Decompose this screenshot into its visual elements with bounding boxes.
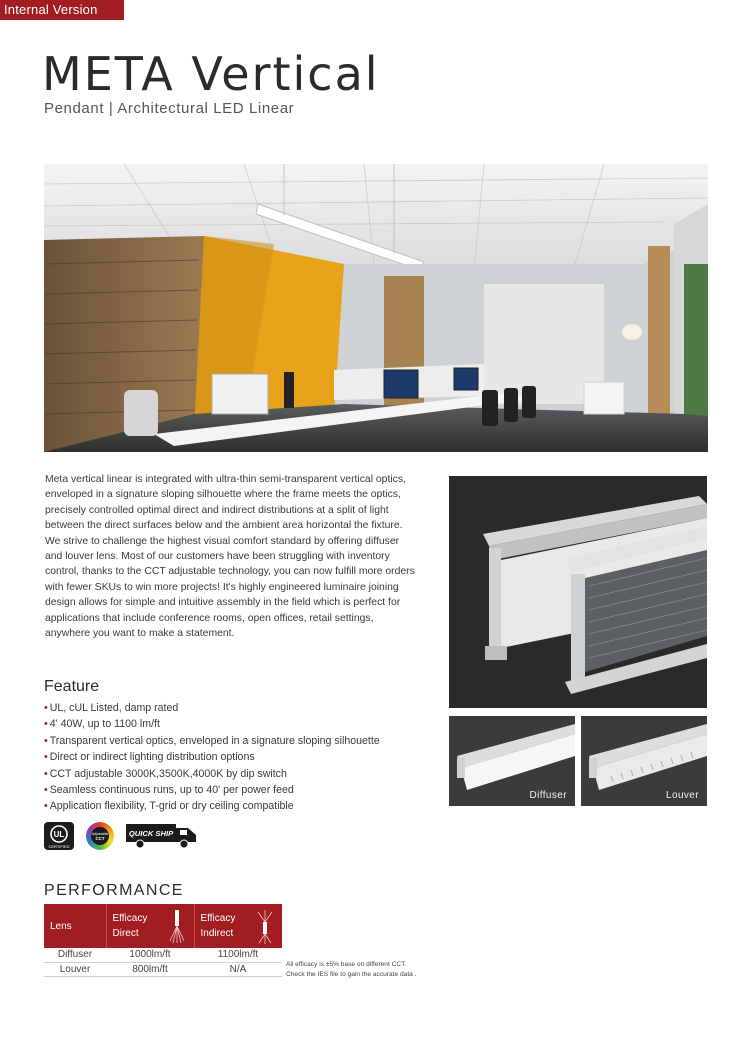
feature-list [44, 700, 380, 815]
efficacy-note-line2: Check the IES file to gain the accurate data . [286, 970, 417, 978]
efficacy-note [286, 960, 417, 979]
performance-heading: PERFORMANCE [44, 882, 184, 899]
adjustable-cct-logo [86, 822, 114, 850]
feature-item: • UL, cUL Listed, damp rated [44, 700, 380, 716]
svg-text:UL: UL [53, 830, 65, 839]
efficacy-direct-header [106, 904, 194, 948]
hero-office-image [44, 164, 708, 452]
indirect-cell: 1100lm/ft [194, 948, 282, 962]
feature-item: • Application flexibility, T-grid or dry ceiling compatible [44, 798, 380, 814]
direct-cell: 1000lm/ft [106, 948, 194, 962]
lens-header-label: Lens [50, 920, 72, 932]
indirect-cell: N/A [194, 962, 282, 976]
indirect-light-icon [256, 910, 274, 944]
diffuser-image [449, 716, 575, 806]
ul-certified-logo [44, 822, 74, 850]
svg-text:Adjustable: Adjustable [91, 832, 109, 836]
svg-text:CERTIFIED: CERTIFIED [48, 844, 70, 849]
table-row [44, 948, 282, 962]
direct-light-icon [168, 910, 186, 944]
product-title: META Vertical [42, 47, 380, 101]
office-scene-illustration [44, 164, 708, 452]
louver-label: Louver [666, 790, 699, 801]
product-subtitle: Pendant | Architectural LED Linear [44, 100, 295, 117]
diffuser-label: Diffuser [529, 790, 567, 801]
feature-item: • Seamless continuous runs, up to 40' per power feed [44, 782, 380, 798]
performance-table [44, 904, 282, 977]
direct-header-line2: Direct [112, 928, 139, 939]
feature-heading: Feature [44, 678, 100, 695]
direct-cell: 800lm/ft [106, 962, 194, 976]
svg-text:QUICK SHIP: QUICK SHIP [128, 829, 174, 838]
efficacy-note-line1: All efficacy is ±5% base on different CCT. [286, 961, 407, 968]
louver-image [581, 716, 707, 806]
feature-item: • Transparent vertical optics, enveloped in a signature sloping silhouette [44, 733, 380, 749]
product-description: Meta vertical linear is integrated with ultra-thin semi-transparent vertical optics, enveloped in a signature sloping silhouette where the frame meets the optics, precisely controlled optimal direct and indirect distributions at a split of light between the direct surfaces below and the ambient area horizontal the fixture. We strive to challenge the highest visual comfort standard by offering diffuser and louver lens. Most of our customers have been struggling with inventory control, thanks to the CCT adjustable technology, you can now fulfill more orders with fewer SKUs to win more projects! It's highly engineered luminaire joining design allows for simple and intuitive assembly in the field which is perfect for applications that include conference rooms, open offices, retail settings, anywhere you want to make a statement. [45, 474, 415, 640]
internal-version-tag: Internal Version [0, 0, 124, 20]
efficacy-indirect-header [194, 904, 282, 948]
lens-header [44, 904, 106, 948]
table-row [44, 962, 282, 976]
feature-item: • CCT adjustable 3000K,3500K,4000K by dip switch [44, 766, 380, 782]
feature-item: • Direct or indirect lighting distribution options [44, 749, 380, 765]
indirect-header-line1: Efficacy [200, 913, 236, 924]
lens-cell: Diffuser [44, 948, 106, 962]
quick-ship-truck-logo [126, 822, 198, 850]
svg-text:CCT: CCT [95, 836, 105, 841]
feature-item: • 4' 40W, up to 1100 lm/ft [44, 716, 380, 732]
product-main-image [449, 476, 707, 708]
indirect-header-line2: Indirect [200, 928, 234, 939]
fixture-pair-illustration [449, 476, 707, 708]
lens-cell: Louver [44, 962, 106, 976]
direct-header-line1: Efficacy [112, 913, 148, 924]
